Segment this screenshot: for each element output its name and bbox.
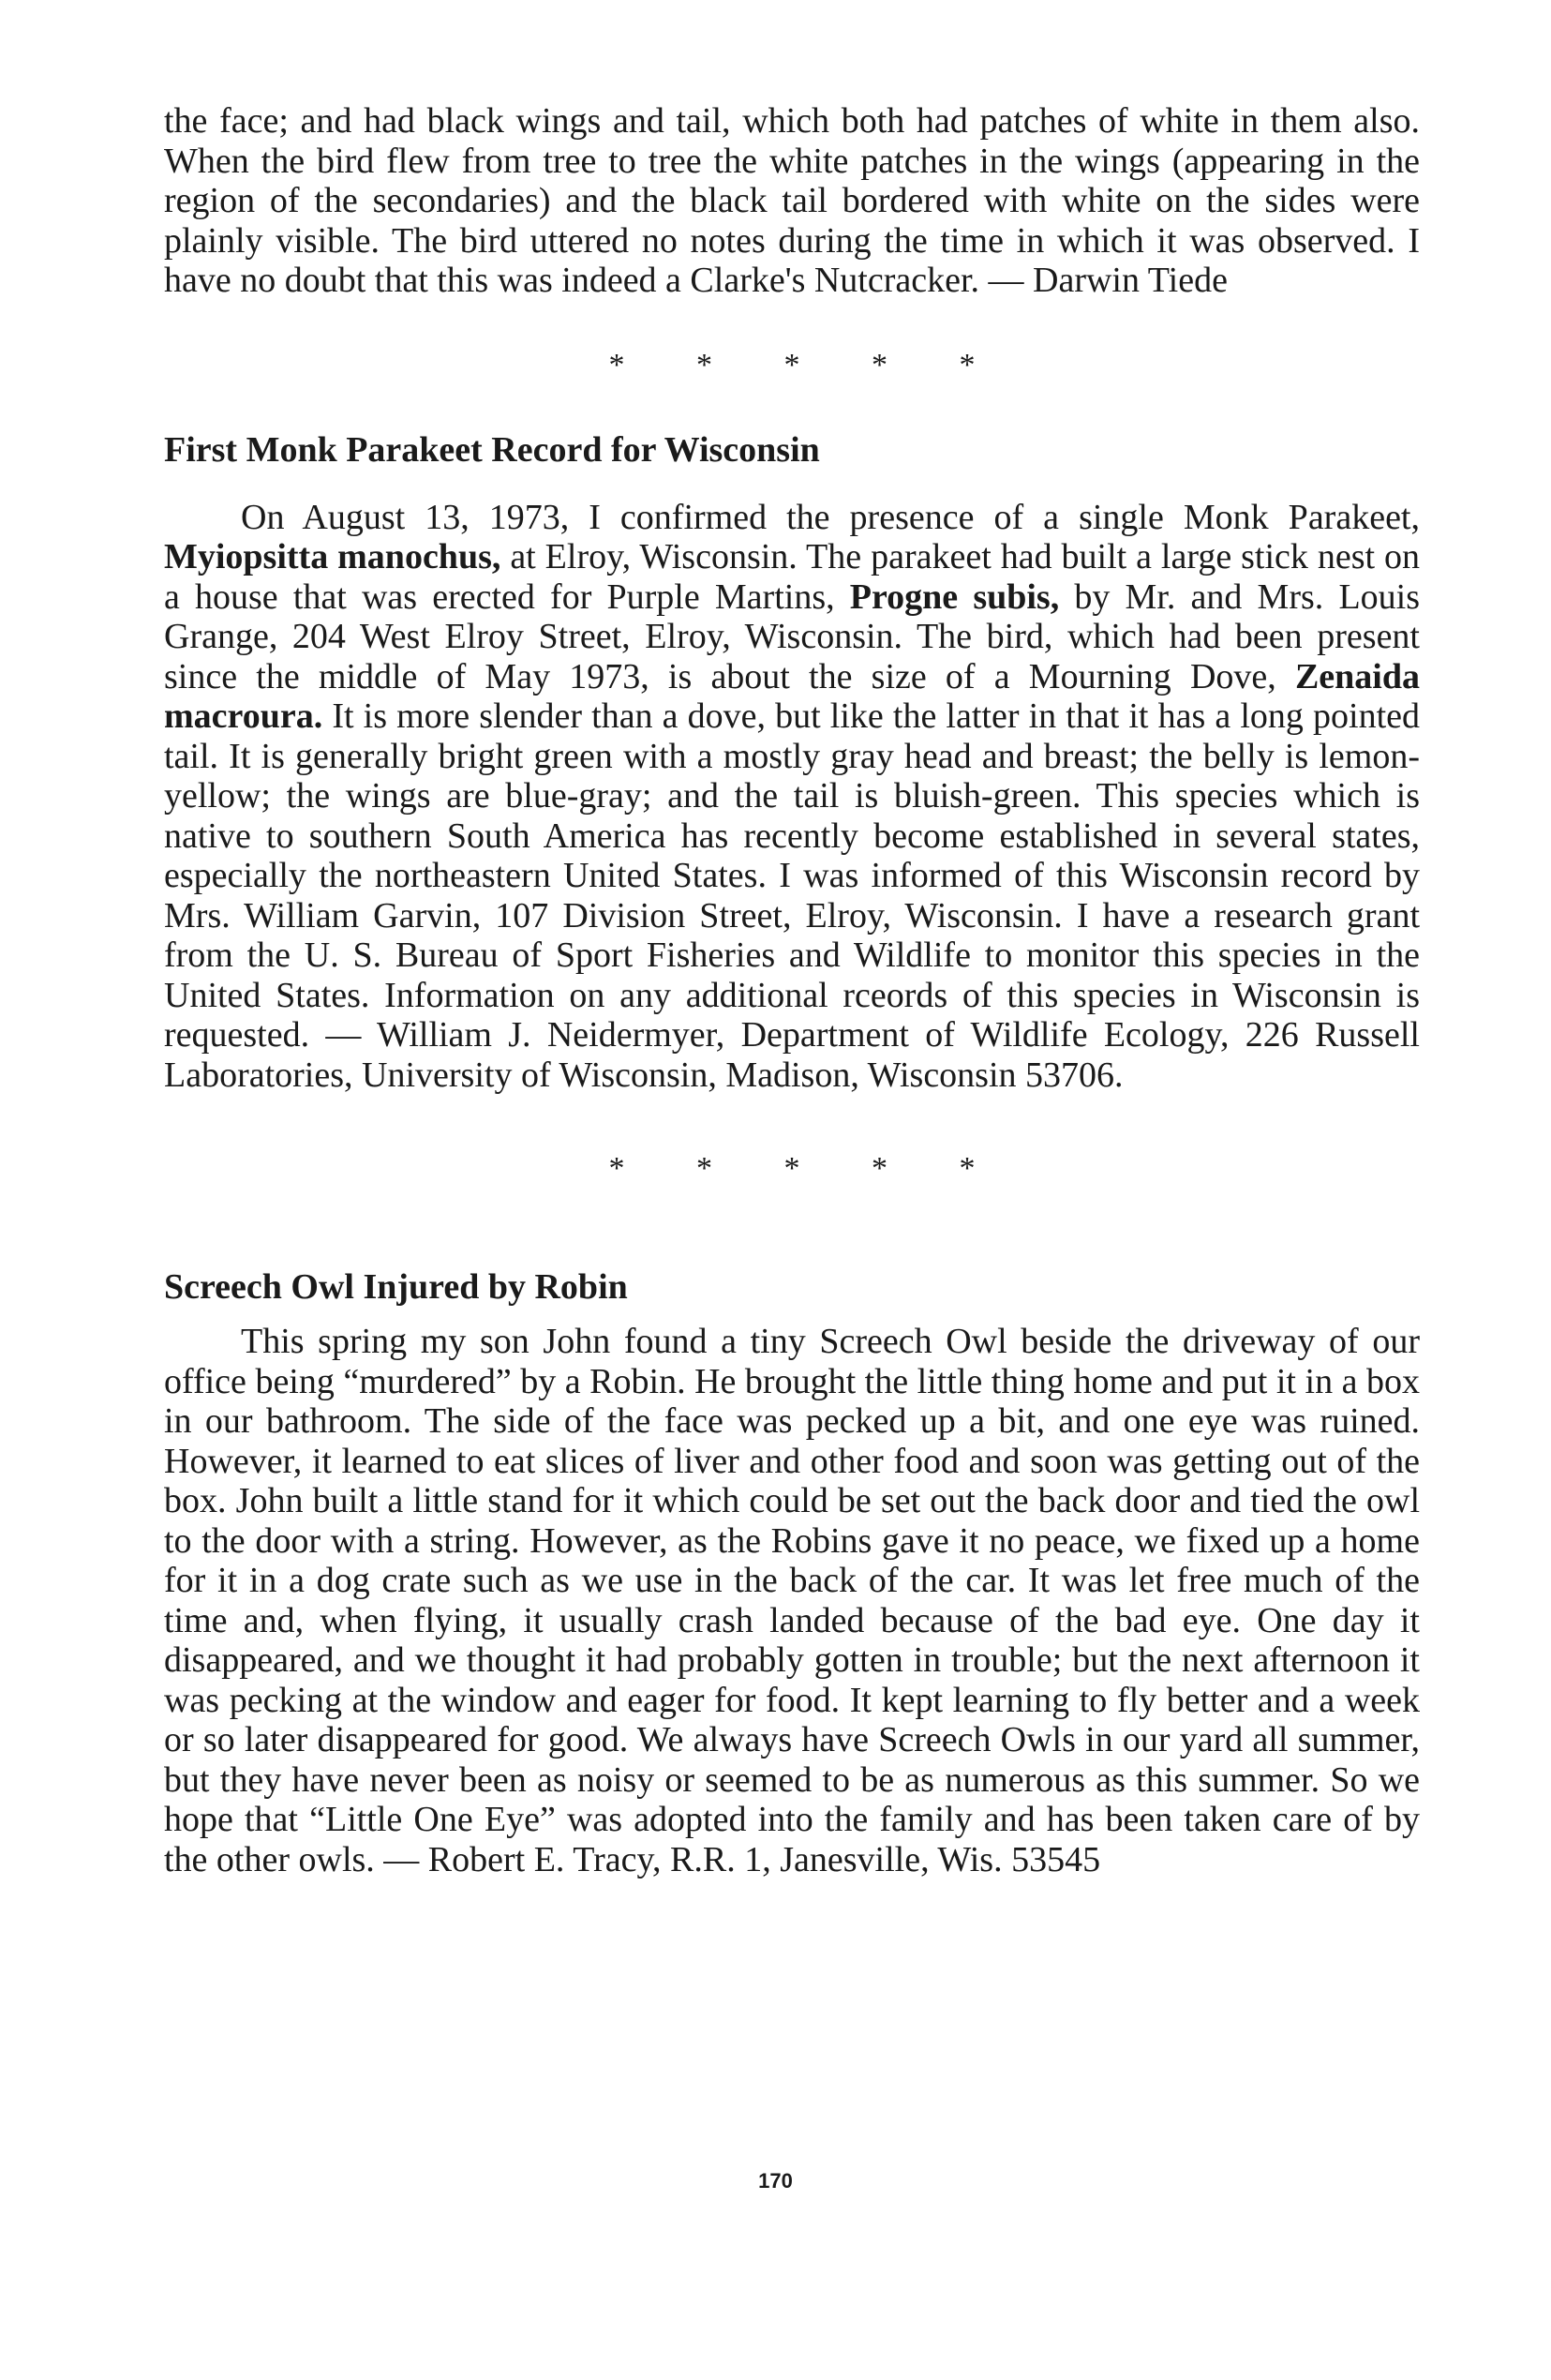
section-separator: * * * * * (608, 1151, 1007, 1186)
species-name: Myiopsitta manochus, (164, 537, 501, 576)
page-number: 170 (758, 2169, 793, 2193)
section-separator: * * * * * (608, 347, 1007, 382)
article-page (164, 101, 1420, 1879)
screech-owl-heading: Screech Owl Injured by Robin (164, 1267, 628, 1307)
species-name: Zenaida macroura. (164, 656, 1420, 736)
monk-parakeet-heading: First Monk Parakeet Record for Wisconsin (164, 429, 820, 470)
monk-parakeet-paragraph: On August 13, 1973, I confirmed the presence of a single Monk Parakeet, Myiopsitta manochus, at Elroy, Wisconsin. The parakeet had built a large stick nest on a house that was erected for Purple Martins, Progne subis, by Mr. and Mrs. Louis Grange, 204 West Elroy Street, Elroy, Wisconsin. The bird, which had been present since the middle of May 1973, is about the size of a Mourning Dove, Zenaida macroura. It is more slender than a dove, but like the latter in that it has a long pointed tail. It is generally bright green with a mostly gray head and breast; the belly is lemon-yellow; the wings are blue-gray; and the tail is bluish-green. This species which is native to southern South America has recently become established in several states, especially the northeastern United States. I was informed of this Wisconsin record by Mrs. William Garvin, 107 Division Street, Elroy, Wisconsin. I have a research grant from the U. S. Bureau of Sport Fisheries and Wildlife to monitor this species in the United States. Information on any additional rceords of this species in Wisconsin is requested. — William J. Neidermyer, Department of Wildlife Ecology, 226 Russell Laboratories, University of Wisconsin, Madison, Wisconsin 53706. (164, 497, 1421, 1095)
species-name: Progne subis, (849, 576, 1060, 617)
screech-owl-paragraph: This spring my son John found a tiny Screech Owl beside the driveway of our office being “murdered” by a Robin. He brought the little thing home and put it in a box in our bathroom. The side of the face was pecked up a bit, and one eye was ruined. However, it learned to eat slices of liver and other food and soon was getting out of the box. John built a little stand for it which could be set out the back door and tied the owl to the door with a string. However, as the Robins gave it no peace, we fixed up a home for it in a dog crate such as we use in the back of the car. It was let free much of the time and, when flying, it usually crash landed because of the bad eye. One day it disappeared, and we thought it had probably gotten in trouble; but the next afternoon it was pecking at the window and eager for food. It kept learning to fly better and a week or so later disappeared for good. We always have Screech Owls in our yard all summer, but they have never been as noisy or seemed to be as numerous as this summer. So we hope that “Little One Eye” was adopted into the family and has been taken care of by the other owls. — Robert E. Tracy, R.R. 1, Janesville, Wis. 53545 (164, 1322, 1420, 1879)
intro-paragraph: the face; and had black wings and tail, which both had patches of white in them also. When the bird flew from tree to tree the white patches in the wings (appearing in the region of the secondaries) and the black tail bordered with white on the sides were plainly visible. The bird uttered no notes during the time in which it was observed. I have no doubt that this was indeed a Clarke's Nutcracker. — Darwin Tiede (164, 101, 1420, 300)
